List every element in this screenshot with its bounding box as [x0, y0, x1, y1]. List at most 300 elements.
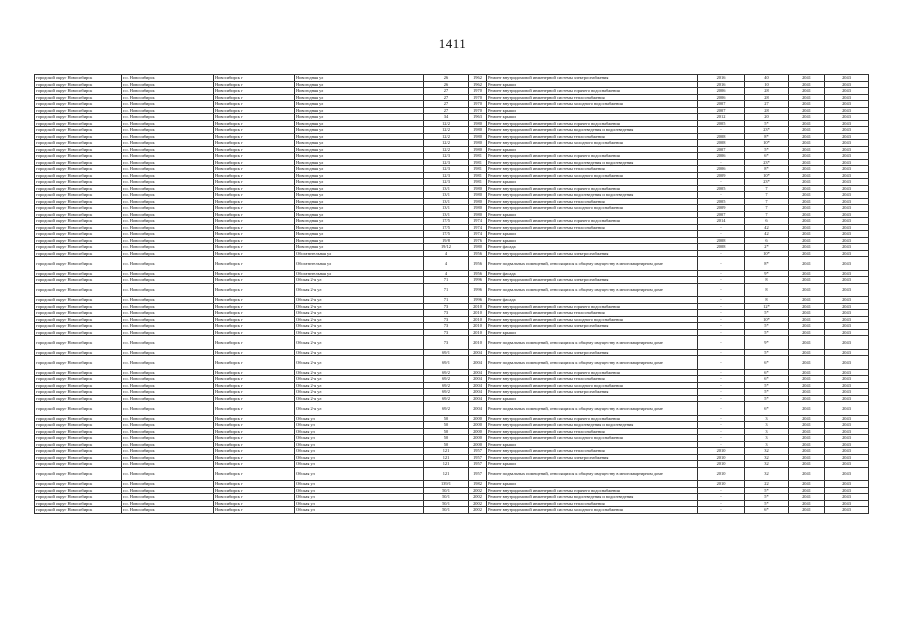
district-cell: г.о. Новосибирск	[122, 487, 214, 494]
street-cell: Новогодняя ул	[295, 88, 424, 95]
district-cell: г.о. Новосибирск	[122, 127, 214, 134]
work-type-cell: Ремонт фасада	[487, 244, 698, 251]
house-number-cell: 4	[424, 257, 469, 271]
plan-start-cell: 2041	[789, 441, 825, 448]
street-cell: Новогодняя ул	[295, 114, 424, 121]
district-cell: г.о. Новосибирск	[122, 415, 214, 422]
street-cell: Новогодняя ул	[295, 244, 424, 251]
plan-start-cell: 2041	[789, 107, 825, 114]
plan-end-cell: 2043	[825, 192, 869, 199]
build-year-cell: 2004	[469, 356, 487, 370]
plan-end-cell: 2043	[825, 461, 869, 468]
locality-cell: Новосибирск г	[214, 107, 295, 114]
build-year-cell: 1980	[469, 244, 487, 251]
municipality-cell: городской округ Новосибирск	[35, 323, 122, 330]
plan-end-cell: 2043	[825, 494, 869, 501]
plan-start-cell: 2041	[789, 454, 825, 461]
build-year-cell: 2004	[469, 369, 487, 376]
wear-cell: 5*	[745, 323, 789, 330]
last-repair-year-cell: 2009	[698, 172, 745, 179]
plan-start-cell: 2041	[789, 507, 825, 514]
locality-cell: Новосибирск г	[214, 166, 295, 173]
street-cell: Обогатительная ул	[295, 257, 424, 271]
district-cell: г.о. Новосибирск	[122, 389, 214, 396]
build-year-cell: 2000	[469, 435, 487, 442]
plan-end-cell: 2043	[825, 114, 869, 121]
work-type-cell: Ремонт внутридомовой инженерной системы холодного водоснабжения	[487, 172, 698, 179]
municipality-cell: городской округ Новосибирск	[35, 428, 122, 435]
last-repair-year-cell: -	[698, 376, 745, 383]
work-type-cell: Ремонт внутридомовой инженерной системы электроснабжения	[487, 323, 698, 330]
wear-cell: 7	[745, 192, 789, 199]
wear-cell: 10*	[745, 250, 789, 257]
wear-cell: 23*	[745, 127, 789, 134]
locality-cell: Новосибирск г	[214, 81, 295, 88]
plan-end-cell: 2043	[825, 94, 869, 101]
table-row	[35, 283, 869, 297]
build-year-cell: 1980	[469, 192, 487, 199]
street-cell: Новогодняя ул	[295, 75, 424, 82]
municipality-cell: городской округ Новосибирск	[35, 205, 122, 212]
work-type-cell: Ремонт крыши	[487, 211, 698, 218]
work-type-cell: Ремонт внутридомовой инженерной системы водоотведения и водоотведения	[487, 127, 698, 134]
build-year-cell: 1957	[469, 448, 487, 455]
house-number-cell: 27	[424, 88, 469, 95]
plan-start-cell: 2041	[789, 329, 825, 336]
work-type-cell: Ремонт внутридомовой инженерной системы электроснабжения	[487, 349, 698, 356]
build-year-cell: 2002	[469, 494, 487, 501]
wear-cell: 32	[745, 461, 789, 468]
street-cell: Обская ул	[295, 467, 424, 481]
locality-cell: Новосибирск г	[214, 218, 295, 225]
wear-cell: 8*	[745, 166, 789, 173]
municipality-cell: городской округ Новосибирск	[35, 336, 122, 350]
house-number-cell: 121	[424, 454, 469, 461]
locality-cell: Новосибирск г	[214, 415, 295, 422]
house-number-cell: 121	[424, 448, 469, 455]
locality-cell: Новосибирск г	[214, 356, 295, 370]
locality-cell: Новосибирск г	[214, 224, 295, 231]
plan-start-cell: 2041	[789, 297, 825, 304]
plan-end-cell: 2043	[825, 467, 869, 481]
last-repair-year-cell: -	[698, 349, 745, 356]
plan-start-cell: 2041	[789, 192, 825, 199]
district-cell: г.о. Новосибирск	[122, 166, 214, 173]
build-year-cell: 1981	[469, 179, 487, 186]
build-year-cell: 1970	[469, 94, 487, 101]
plan-start-cell: 2041	[789, 237, 825, 244]
district-cell: г.о. Новосибирск	[122, 114, 214, 121]
house-number-cell: 12/3	[424, 172, 469, 179]
build-year-cell: 1956	[469, 257, 487, 271]
build-year-cell: 1980	[469, 127, 487, 134]
last-repair-year-cell: -	[698, 283, 745, 297]
build-year-cell: 2004	[469, 349, 487, 356]
build-year-cell: 1980	[469, 140, 487, 147]
plan-start-cell: 2041	[789, 159, 825, 166]
work-type-cell: Ремонт внутридомовой инженерной системы электроснабжения	[487, 75, 698, 82]
work-type-cell: Ремонт крыши	[487, 461, 698, 468]
municipality-cell: городской округ Новосибирск	[35, 369, 122, 376]
street-cell: Обская 2-я ул	[295, 323, 424, 330]
street-cell: Обогатительная ул	[295, 270, 424, 277]
work-type-cell: Ремонт внутридомовой инженерной системы теплоснабжения	[487, 428, 698, 435]
work-type-cell: Ремонт внутридомовой инженерной системы горячего водоснабжения	[487, 185, 698, 192]
last-repair-year-cell: -	[698, 179, 745, 186]
plan-end-cell: 2043	[825, 376, 869, 383]
plan-start-cell: 2041	[789, 218, 825, 225]
municipality-cell: городской округ Новосибирск	[35, 120, 122, 127]
work-type-cell: Ремонт внутридомовой инженерной системы электроснабжения	[487, 250, 698, 257]
last-repair-year-cell: -	[698, 402, 745, 416]
locality-cell: Новосибирск г	[214, 146, 295, 153]
last-repair-year-cell: 2006	[698, 153, 745, 160]
house-number-cell: 50	[424, 435, 469, 442]
house-number-cell: 12/3	[424, 153, 469, 160]
street-cell: Обская 2-я ул	[295, 369, 424, 376]
wear-cell: 10*	[745, 140, 789, 147]
wear-cell: 28	[745, 94, 789, 101]
wear-cell: 28	[745, 107, 789, 114]
build-year-cell: 2002	[469, 487, 487, 494]
work-type-cell: Ремонт внутридомовой инженерной системы горячего водоснабжения	[487, 487, 698, 494]
plan-start-cell: 2041	[789, 349, 825, 356]
street-cell: Обская ул	[295, 454, 424, 461]
plan-start-cell: 2041	[789, 494, 825, 501]
table-row	[35, 257, 869, 271]
house-number-cell: 50	[424, 441, 469, 448]
district-cell: г.о. Новосибирск	[122, 310, 214, 317]
house-number-cell: 121	[424, 467, 469, 481]
district-cell: г.о. Новосибирск	[122, 356, 214, 370]
street-cell: Новогодняя ул	[295, 218, 424, 225]
wear-cell: 5*	[745, 120, 789, 127]
locality-cell: Новосибирск г	[214, 211, 295, 218]
district-cell: г.о. Новосибирск	[122, 382, 214, 389]
locality-cell: Новосибирск г	[214, 481, 295, 488]
house-number-cell: 26	[424, 75, 469, 82]
municipality-cell: городской округ Новосибирск	[35, 244, 122, 251]
plan-start-cell: 2041	[789, 88, 825, 95]
house-number-cell: 71	[424, 297, 469, 304]
last-repair-year-cell: -	[698, 303, 745, 310]
house-number-cell: 69/2	[424, 402, 469, 416]
plan-end-cell: 2043	[825, 415, 869, 422]
locality-cell: Новосибирск г	[214, 402, 295, 416]
wear-cell: 32	[745, 448, 789, 455]
locality-cell: Новосибирск г	[214, 94, 295, 101]
municipality-cell: городской округ Новосибирск	[35, 461, 122, 468]
municipality-cell: городской округ Новосибирск	[35, 395, 122, 402]
district-cell: г.о. Новосибирск	[122, 120, 214, 127]
municipality-cell: городской округ Новосибирск	[35, 481, 122, 488]
plan-start-cell: 2041	[789, 428, 825, 435]
work-type-cell: Ремонт внутридомовой инженерной системы электроснабжения	[487, 454, 698, 461]
house-number-cell: 4	[424, 270, 469, 277]
street-cell: Обская 2-я ул	[295, 349, 424, 356]
plan-end-cell: 2043	[825, 159, 869, 166]
street-cell: Обская 2-я ул	[295, 389, 424, 396]
street-cell: Обская ул	[295, 461, 424, 468]
wear-cell: 5*	[745, 349, 789, 356]
municipality-cell: городской округ Новосибирск	[35, 316, 122, 323]
district-cell: г.о. Новосибирск	[122, 159, 214, 166]
locality-cell: Новосибирск г	[214, 395, 295, 402]
wear-cell: 6	[745, 218, 789, 225]
table-row	[35, 402, 869, 416]
plan-start-cell: 2041	[789, 356, 825, 370]
house-number-cell: 71	[424, 283, 469, 297]
plan-end-cell: 2043	[825, 88, 869, 95]
municipality-cell: городской округ Новосибирск	[35, 166, 122, 173]
locality-cell: Новосибирск г	[214, 120, 295, 127]
plan-start-cell: 2041	[789, 146, 825, 153]
district-cell: г.о. Новосибирск	[122, 402, 214, 416]
street-cell: Новогодняя ул	[295, 237, 424, 244]
plan-start-cell: 2041	[789, 81, 825, 88]
build-year-cell: 1963	[469, 114, 487, 121]
district-cell: г.о. Новосибирск	[122, 88, 214, 95]
plan-end-cell: 2043	[825, 487, 869, 494]
last-repair-year-cell: 2007	[698, 146, 745, 153]
street-cell: Новогодняя ул	[295, 179, 424, 186]
wear-cell: 3	[745, 415, 789, 422]
work-type-cell: Ремонт крыши	[487, 329, 698, 336]
street-cell: Обская 2-я ул	[295, 376, 424, 383]
municipality-cell: городской округ Новосибирск	[35, 257, 122, 271]
house-number-cell: 27	[424, 101, 469, 108]
locality-cell: Новосибирск г	[214, 88, 295, 95]
locality-cell: Новосибирск г	[214, 250, 295, 257]
plan-start-cell: 2041	[789, 244, 825, 251]
municipality-cell: городской округ Новосибирск	[35, 467, 122, 481]
wear-cell: 7	[745, 198, 789, 205]
house-number-cell: 69/2	[424, 389, 469, 396]
work-type-cell: Ремонт внутридомовой инженерной системы холодного водоснабжения	[487, 382, 698, 389]
plan-end-cell: 2043	[825, 395, 869, 402]
build-year-cell: 1956	[469, 270, 487, 277]
work-type-cell: Ремонт внутридомовой инженерной системы горячего водоснабжения	[487, 88, 698, 95]
plan-start-cell: 2041	[789, 277, 825, 284]
plan-end-cell: 2043	[825, 127, 869, 134]
plan-start-cell: 2041	[789, 211, 825, 218]
municipality-cell: городской округ Новосибирск	[35, 500, 122, 507]
work-type-cell: Ремонт внутридомовой инженерной системы горячего водоснабжения	[487, 369, 698, 376]
district-cell: г.о. Новосибирск	[122, 376, 214, 383]
plan-end-cell: 2043	[825, 172, 869, 179]
plan-start-cell: 2041	[789, 422, 825, 429]
district-cell: г.о. Новосибирск	[122, 297, 214, 304]
municipality-cell: городской округ Новосибирск	[35, 172, 122, 179]
street-cell: Обская ул	[295, 448, 424, 455]
locality-cell: Новосибирск г	[214, 441, 295, 448]
plan-start-cell: 2041	[789, 94, 825, 101]
street-cell: Новогодняя ул	[295, 166, 424, 173]
municipality-cell: городской округ Новосибирск	[35, 310, 122, 317]
district-cell: г.о. Новосибирск	[122, 329, 214, 336]
house-number-cell: 50	[424, 428, 469, 435]
street-cell: Новогодняя ул	[295, 120, 424, 127]
municipality-cell: городской округ Новосибирск	[35, 277, 122, 284]
last-repair-year-cell: -	[698, 395, 745, 402]
last-repair-year-cell: -	[698, 428, 745, 435]
district-cell: г.о. Новосибирск	[122, 94, 214, 101]
house-number-cell: 12/3	[424, 166, 469, 173]
plan-end-cell: 2043	[825, 310, 869, 317]
street-cell: Обская 2-я ул	[295, 303, 424, 310]
work-type-cell: Ремонт внутридомовой инженерной системы водоотведения и водоотведения	[487, 159, 698, 166]
house-number-cell: 139/1	[424, 481, 469, 488]
house-number-cell: 50/1	[424, 487, 469, 494]
wear-cell: 23*	[745, 179, 789, 186]
house-number-cell: 13/1	[424, 205, 469, 212]
wear-cell: 6*	[745, 376, 789, 383]
district-cell: г.о. Новосибирск	[122, 395, 214, 402]
municipality-cell: городской округ Новосибирск	[35, 153, 122, 160]
municipality-cell: городской округ Новосибирск	[35, 250, 122, 257]
street-cell: Обская 2-я ул	[295, 402, 424, 416]
house-number-cell: 12/2	[424, 133, 469, 140]
house-number-cell: 19/12	[424, 244, 469, 251]
wear-cell: 2*	[745, 244, 789, 251]
work-type-cell: Ремонт крыши	[487, 81, 698, 88]
district-cell: г.о. Новосибирск	[122, 133, 214, 140]
locality-cell: Новосибирск г	[214, 303, 295, 310]
house-number-cell: 50	[424, 415, 469, 422]
house-number-cell: 12/3	[424, 159, 469, 166]
plan-start-cell: 2041	[789, 461, 825, 468]
plan-end-cell: 2043	[825, 75, 869, 82]
wear-cell: 6*	[745, 369, 789, 376]
plan-end-cell: 2043	[825, 441, 869, 448]
district-cell: г.о. Новосибирск	[122, 435, 214, 442]
house-number-cell: 73	[424, 336, 469, 350]
house-number-cell: 50/1	[424, 494, 469, 501]
municipality-cell: городской округ Новосибирск	[35, 283, 122, 297]
build-year-cell: 1980	[469, 185, 487, 192]
work-type-cell: Ремонт внутридомовой инженерной системы теплоснабжения	[487, 224, 698, 231]
plan-end-cell: 2043	[825, 500, 869, 507]
district-cell: г.о. Новосибирск	[122, 277, 214, 284]
wear-cell: 42	[745, 231, 789, 238]
street-cell: Новогодняя ул	[295, 140, 424, 147]
plan-end-cell: 2043	[825, 329, 869, 336]
plan-end-cell: 2043	[825, 316, 869, 323]
district-cell: г.о. Новосибирск	[122, 257, 214, 271]
work-type-cell: Ремонт крыши	[487, 395, 698, 402]
wear-cell: 10	[745, 81, 789, 88]
street-cell: Обская 2-я ул	[295, 310, 424, 317]
street-cell: Новогодняя ул	[295, 172, 424, 179]
house-number-cell: 73	[424, 329, 469, 336]
street-cell: Новогодняя ул	[295, 107, 424, 114]
last-repair-year-cell: 2008	[698, 133, 745, 140]
build-year-cell: 1980	[469, 198, 487, 205]
plan-start-cell: 2041	[789, 389, 825, 396]
plan-start-cell: 2041	[789, 369, 825, 376]
work-type-cell: Ремонт крыши	[487, 231, 698, 238]
work-type-cell: Ремонт крыши	[487, 179, 698, 186]
plan-start-cell: 2041	[789, 336, 825, 350]
last-repair-year-cell: -	[698, 257, 745, 271]
build-year-cell: 1996	[469, 277, 487, 284]
work-type-cell: Ремонт фасада	[487, 297, 698, 304]
build-year-cell: 2004	[469, 395, 487, 402]
locality-cell: Новосибирск г	[214, 205, 295, 212]
plan-start-cell: 2041	[789, 448, 825, 455]
plan-end-cell: 2043	[825, 389, 869, 396]
build-year-cell: 1957	[469, 454, 487, 461]
work-type-cell: Ремонт фасада	[487, 270, 698, 277]
work-type-cell: Ремонт внутридомовой инженерной системы холодного водоснабжения	[487, 316, 698, 323]
build-year-cell: 2010	[469, 316, 487, 323]
wear-cell: 40	[745, 75, 789, 82]
municipality-cell: городской округ Новосибирск	[35, 211, 122, 218]
build-year-cell: 2004	[469, 402, 487, 416]
municipality-cell: городской округ Новосибирск	[35, 218, 122, 225]
last-repair-year-cell: 2010	[698, 461, 745, 468]
district-cell: г.о. Новосибирск	[122, 205, 214, 212]
wear-cell: 6*	[745, 507, 789, 514]
last-repair-year-cell: 2005	[698, 120, 745, 127]
table-row	[35, 467, 869, 481]
municipality-cell: городской округ Новосибирск	[35, 133, 122, 140]
municipality-cell: городской округ Новосибирск	[35, 127, 122, 134]
build-year-cell: 2010	[469, 303, 487, 310]
locality-cell: Новосибирск г	[214, 382, 295, 389]
build-year-cell: 2000	[469, 441, 487, 448]
plan-start-cell: 2041	[789, 310, 825, 317]
street-cell: Обская 2-я ул	[295, 329, 424, 336]
municipality-cell: городской округ Новосибирск	[35, 356, 122, 370]
wear-cell: 12*	[745, 303, 789, 310]
street-cell: Обогатительная ул	[295, 250, 424, 257]
work-type-cell: Ремонт подвальных помещений, относящихся к общему имуществу в многоквартирном доме	[487, 402, 698, 416]
municipality-cell: городской округ Новосибирск	[35, 389, 122, 396]
locality-cell: Новосибирск г	[214, 127, 295, 134]
district-cell: г.о. Новосибирск	[122, 323, 214, 330]
locality-cell: Новосибирск г	[214, 237, 295, 244]
plan-end-cell: 2043	[825, 179, 869, 186]
municipality-cell: городской округ Новосибирск	[35, 441, 122, 448]
table-row	[35, 336, 869, 350]
wear-cell: 42	[745, 224, 789, 231]
build-year-cell: 1970	[469, 88, 487, 95]
district-cell: г.о. Новосибирск	[122, 101, 214, 108]
house-number-cell: 13/1	[424, 185, 469, 192]
house-number-cell: 12/3	[424, 179, 469, 186]
locality-cell: Новосибирск г	[214, 192, 295, 199]
plan-start-cell: 2041	[789, 382, 825, 389]
work-type-cell: Ремонт внутридомовой инженерной системы водоотведения и водоотведения	[487, 192, 698, 199]
work-type-cell: Ремонт внутридомовой инженерной системы водоотведения и водоотведения	[487, 422, 698, 429]
last-repair-year-cell: -	[698, 494, 745, 501]
locality-cell: Новосибирск г	[214, 467, 295, 481]
last-repair-year-cell: 2006	[698, 88, 745, 95]
municipality-cell: городской округ Новосибирск	[35, 270, 122, 277]
last-repair-year-cell: 2010	[698, 448, 745, 455]
street-cell: Обская 2-я ул	[295, 283, 424, 297]
municipality-cell: городской округ Новосибирск	[35, 179, 122, 186]
plan-start-cell: 2041	[789, 231, 825, 238]
work-type-cell: Ремонт внутридомовой инженерной системы электроснабжения	[487, 389, 698, 396]
street-cell: Обская ул	[295, 487, 424, 494]
district-cell: г.о. Новосибирск	[122, 349, 214, 356]
street-cell: Новогодняя ул	[295, 101, 424, 108]
district-cell: г.о. Новосибирск	[122, 500, 214, 507]
work-type-cell: Ремонт подвальных помещений, относящихся к общему имуществу в многоквартирном доме	[487, 356, 698, 370]
wear-cell: 32	[745, 454, 789, 461]
